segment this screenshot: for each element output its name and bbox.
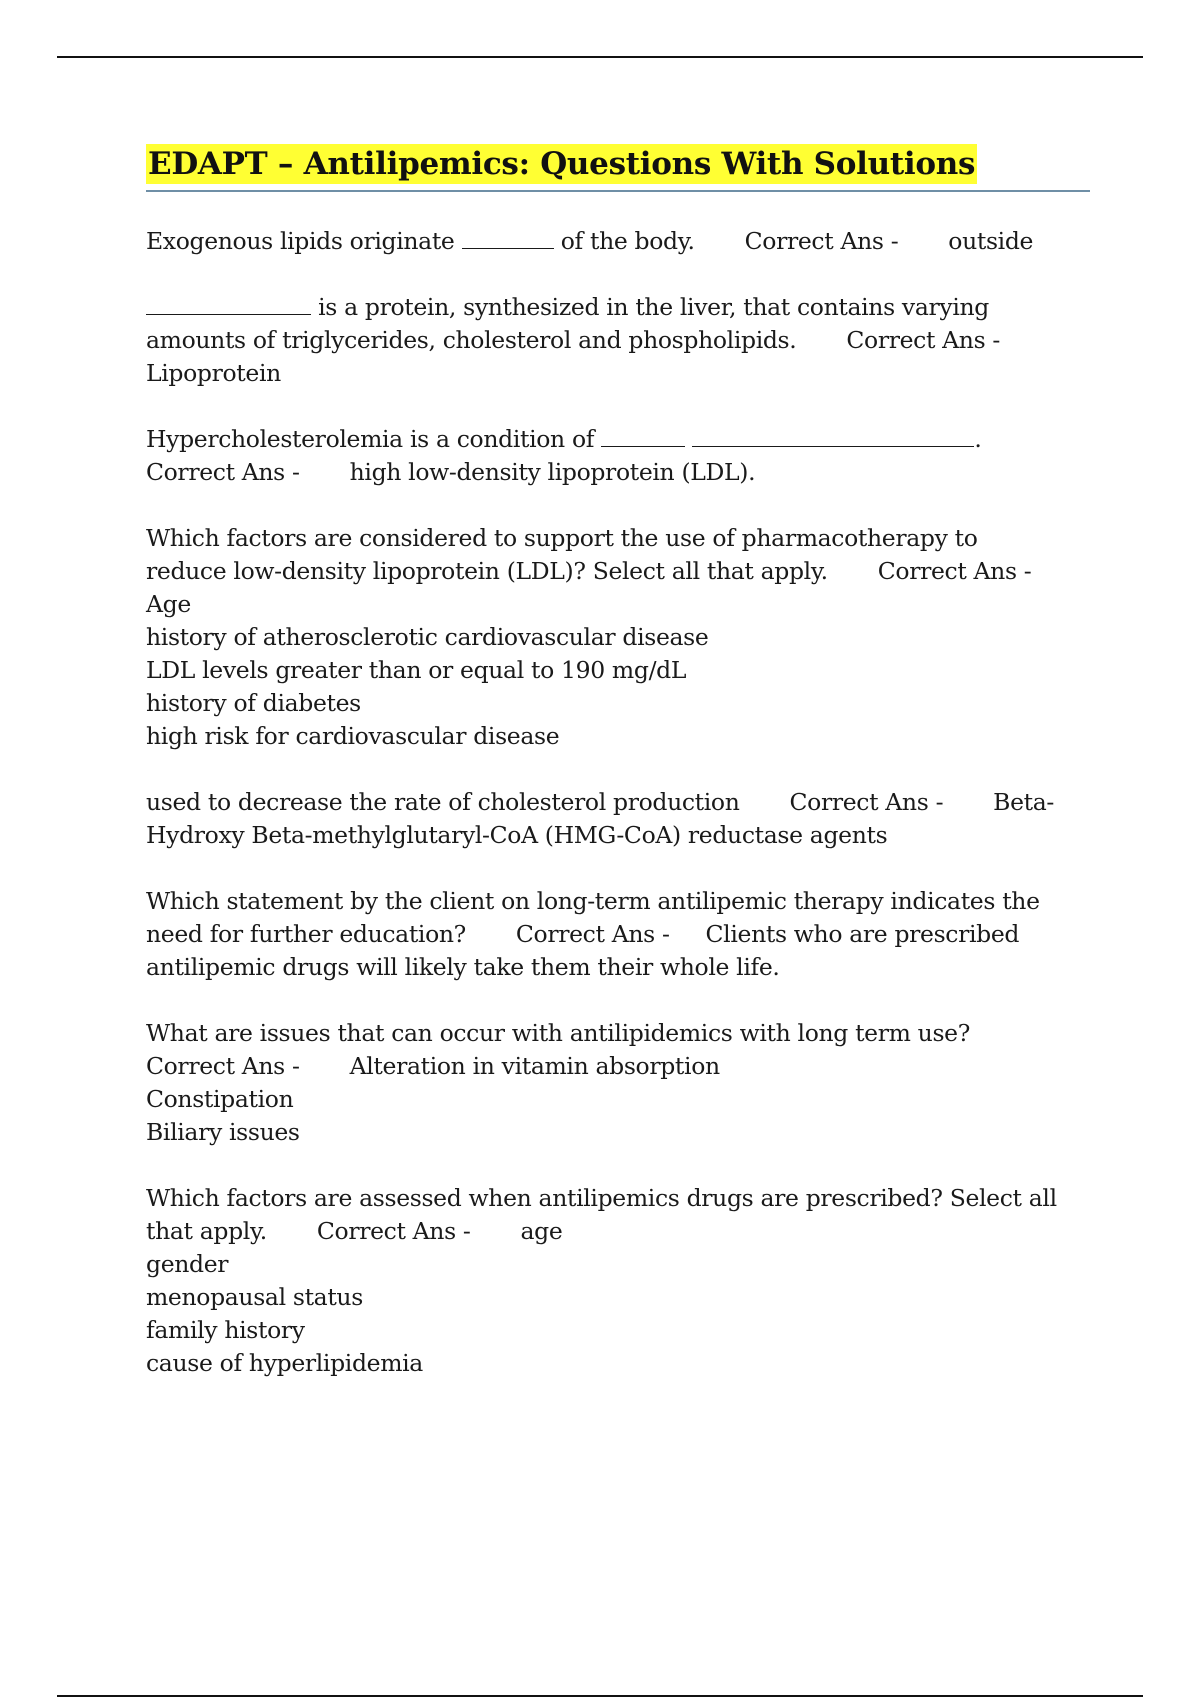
question-part: amounts of triglycerides, cholesterol and phospholipids. [146,326,797,354]
answer-label: Correct Ans [515,920,655,948]
answer-separator: - [1023,557,1032,585]
answer-separator: - [292,458,300,486]
question-text [146,324,1090,357]
document-body [146,144,1090,1380]
question-part: that apply. [146,1217,267,1245]
fill-blank [601,426,685,447]
document-title: EDAPT – Antilipemics: Questions With Solutions [148,146,976,182]
question-text [146,786,1090,819]
question-text: Which factors are assessed when antilipemics drugs are prescribed? Select all [146,1184,1057,1212]
title-block [146,144,1090,192]
answer-text: outside [948,227,1034,255]
question-part: Exogenous lipids originate [146,227,455,255]
question-part: Hypercholesterolemia is a condition of [146,425,595,453]
answer-item: family history [146,1316,305,1344]
answer-separator: - [462,1217,471,1245]
answer-text: high low-density lipoprotein (LDL). [349,458,756,486]
answer-item: high risk for cardiovascular disease [146,722,560,750]
question-part: need for further education? [146,920,466,948]
answer-label: Correct Ans [146,1052,285,1080]
answer-separator: - [661,920,670,948]
question-text [146,1215,1090,1248]
qa-item-5 [146,786,1090,852]
header-rule [57,56,1143,58]
question-text: Which factors are considered to support the use of pharmacotherapy to [146,524,978,552]
qa-item-6 [146,885,1090,984]
question-part: reduce low-density lipoprotein (LDL)? Select all that apply. [146,557,828,585]
answer-line [146,456,1090,489]
qa-item-4 [146,522,1090,753]
answer-item: cause of hyperlipidemia [146,1349,423,1377]
answer-item: LDL levels greater than or equal to 190 mg/dL [146,656,687,684]
answer-item: menopausal status [146,1283,363,1311]
answer-text: Clients who are prescribed [705,920,1020,948]
answer-separator: - [292,1052,300,1080]
qa-item-1 [146,225,1090,258]
answer-line [146,1050,1090,1083]
answer-item: history of diabetes [146,689,361,717]
qa-item-2 [146,291,1090,390]
answer-label: Correct Ans [146,458,285,486]
answer-item: history of atherosclerotic cardiovascular disease [146,623,709,651]
question-text: What are issues that can occur with antilipidemics with long term use? [146,1019,970,1047]
qa-item-3 [146,423,1090,489]
question-text: Which statement by the client on long-term antilipemic therapy indicates the [146,887,1040,915]
answer-text: Lipoprotein [146,359,281,387]
qa-item-8 [146,1182,1090,1380]
question-text [146,555,1090,588]
answer-item: Age [146,590,191,618]
answer-text: Hydroxy Beta-methylglutaryl-CoA (HMG-CoA) reductase agents [146,821,888,849]
fill-blank [692,426,974,447]
answer-item: age [520,1217,563,1245]
answer-text: Beta- [993,788,1054,816]
answer-label: Correct Ans [744,227,884,255]
answer-label: Correct Ans [877,557,1017,585]
answer-item: Constipation [146,1085,294,1113]
question-text [146,918,1090,951]
question-part: is a protein, synthesized in the liver, that contains varying [318,293,989,321]
question-text: Hypercholesterolemia is a condition of . [146,425,982,453]
answer-item: Alteration in vitamin absorption [349,1052,720,1080]
answer-separator: - [992,326,1001,354]
question-part: of the body. [560,227,695,255]
answer-separator: - [890,227,899,255]
question-text [146,225,1090,258]
answer-label: Correct Ans [316,1217,456,1245]
question-text [146,291,1090,324]
answer-label: Correct Ans [789,788,929,816]
fill-blank [462,228,554,249]
answer-item: Biliary issues [146,1118,300,1146]
answer-separator: - [935,788,944,816]
answer-text: antilipemic drugs will likely take them their whole life. [146,953,780,981]
footer-rule [57,1695,1143,1697]
answer-item: gender [146,1250,229,1278]
answer-label: Correct Ans [846,326,986,354]
qa-item-7 [146,1017,1090,1149]
fill-blank [146,294,311,315]
question-part: used to decrease the rate of cholesterol production [146,788,740,816]
